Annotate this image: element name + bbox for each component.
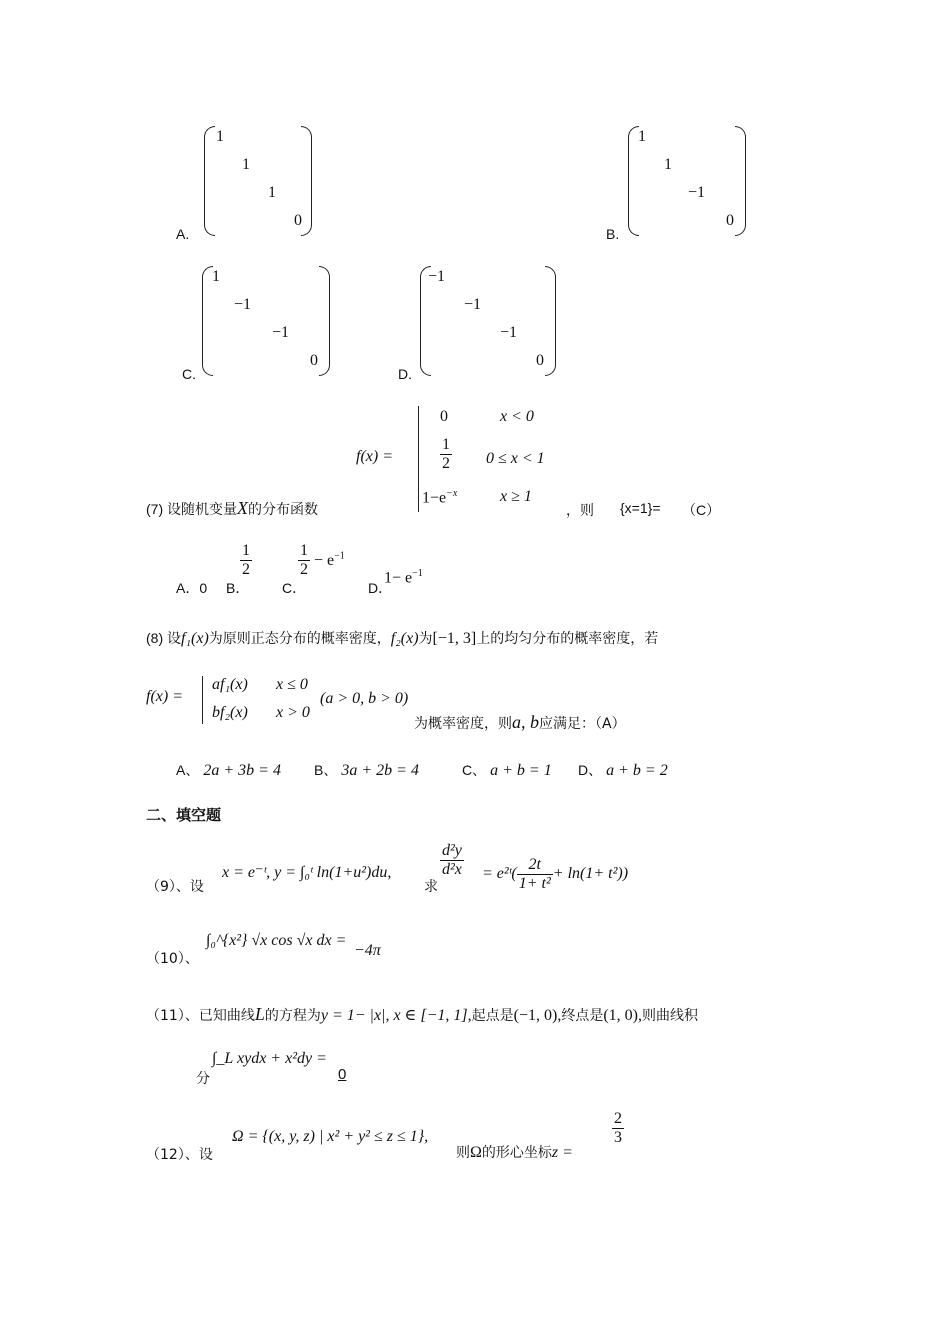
answer-fraction [612,1110,624,1147]
stem-text: 分 [196,1071,210,1087]
stem-text: 上的均匀分布的概率密度，若 [476,631,659,647]
piecewise-lhs: f(x) = [146,688,183,705]
question-number: （10）、 [146,951,199,967]
option-b-label: B. [606,226,620,242]
frac-den: 2 [242,561,250,578]
variables: a, b [512,712,539,732]
question-12-tail [456,1142,573,1162]
answer: 0 [338,1066,347,1083]
matrix-entry: −1 [234,296,252,313]
case-base: 1−e [422,489,447,507]
parametric-definition: x = e⁻ᵗ, y = ∫₀ᵗ ln(1+u²)du, [222,864,392,881]
option-label: D、 [578,762,603,778]
matrix-entry: 1 [216,128,224,145]
case-value: 0 [440,408,448,425]
stem-text: 为原则正态分布的概率密度， [208,631,391,647]
frac-den: 3 [614,1129,622,1146]
matrix-entry: −1 [688,184,706,201]
variable: z = [551,1144,573,1161]
exponent: −1 [412,568,423,579]
frac-num: d²y [442,842,462,859]
right-paren [735,126,746,236]
matrix-entry: 1 [242,156,250,173]
stem-text: 终点是 [561,1008,604,1024]
stem-text: 起点是 [471,1008,514,1024]
variable: X [237,498,248,518]
frac-num: 1 [242,542,250,559]
frac-num: 2t [528,856,541,873]
matrix-option-b [628,126,746,236]
right-paren [319,266,330,376]
stem-text: 的形心坐标 [481,1145,552,1161]
option-a: A．0 [176,580,208,596]
question-number: (7) 设随机变量 [146,501,237,517]
start-point: (−1, 0), [513,1007,562,1024]
question-number: （12）、设 [146,1147,213,1163]
stem-text: 则 [456,1145,470,1161]
option-c-label: C． [282,580,307,596]
stem-text: 的分布函数 [248,502,318,518]
option-expr: a + b = 1 [490,762,552,779]
frac-den: d²x [442,861,462,878]
frac-num: 1 [442,436,450,453]
expr-text: + ln(1+ t²)) [552,865,629,883]
stem-text: 求 [424,879,438,895]
option-b-label: B． [226,580,250,596]
option-expr: 3a + 2b = 4 [341,762,419,779]
stem-text: 为 [418,631,433,647]
option-label: C、 [462,762,487,778]
frac-den: 1+ t² [518,875,551,892]
matrix-entry: 0 [294,212,302,229]
option-a-label: A. [176,226,190,242]
option-a [176,760,281,780]
event-expression: {x=1}= [620,500,661,516]
answer: （C） [682,502,721,518]
matrix-option-d [420,266,556,376]
stem-text: ，则 [566,503,594,519]
matrix-entry: −1 [428,268,446,285]
matrix-entry: 1 [212,268,220,285]
question-7-stem [146,498,318,519]
right-paren [545,266,556,376]
region-symbol: Ω [470,1144,482,1161]
frac-den: 2 [300,561,308,578]
matrix-entry: −1 [272,324,290,341]
second-derivative [440,842,464,879]
parameter-condition: (a > 0, b > 0) [320,690,409,707]
option-c-expr [298,542,345,579]
option-d-label: D． [368,580,393,596]
matrix-option-a [204,126,312,236]
option-d [578,760,668,780]
question-8-stem [146,628,658,648]
matrix-entry: 0 [536,352,544,369]
matrix-entry: 0 [726,212,734,229]
question-number: （11）、已知曲线 [146,1008,255,1024]
expr-text: − e [314,552,335,570]
set-definition: Ω = {(x, y, z) | x² + y² ≤ z ≤ 1}, [232,1128,429,1145]
matrix-entry: 1 [268,184,276,201]
integral-expr: ∫₀^{x²} √x cos √x dx = [206,932,347,949]
case-condition: x > 0 [276,704,310,721]
frac-num: 1 [300,542,308,559]
case-condition: x ≤ 0 [276,676,308,693]
matrix-entry: 1 [638,128,646,145]
case-condition: 0 ≤ x < 1 [486,450,545,467]
option-d-label: D. [398,366,412,382]
right-paren [301,126,312,236]
result-expr [482,856,628,893]
matrix-option-c [202,266,330,376]
expr-text: 1− e [384,569,413,587]
interval: [−1, 3] [432,630,477,647]
curve-symbol: L [254,1004,265,1024]
left-paren [204,126,215,236]
case-fraction [440,436,452,473]
function-symbol: f₁(x) [181,630,209,647]
matrix-entry: 0 [310,352,318,369]
section-title: 二、填空题 [146,806,222,824]
stem-text: 的方程为 [264,1008,321,1024]
case-condition: x ≥ 1 [500,488,532,505]
end-point: (1, 0), [603,1007,642,1024]
stem-text: 为概率密度，则 [414,716,512,732]
question-number: (8) 设 [146,630,181,646]
matrix-entry: −1 [500,324,518,341]
curve-equation: y = 1− |x|, x ∈ [−1, 1], [320,1007,472,1024]
option-c-label: C. [182,366,196,382]
option-label: A、 [176,762,200,778]
option-b [314,760,419,780]
option-label: B、 [314,762,338,778]
case-value: af₁(x) [212,676,248,693]
case-condition: x < 0 [500,408,534,425]
piecewise-lhs: f(x) = [356,448,393,465]
stem-text: 则曲线积 [641,1008,698,1024]
option-d-expr [384,568,423,587]
frac-den: 2 [442,455,450,472]
case-value [422,488,457,507]
option-c [462,760,552,780]
frac-num: 2 [614,1110,622,1127]
case-exponent: −x [446,488,458,499]
expr-text: = e²ᵗ( [482,865,517,883]
matrix-entry: −1 [464,296,482,313]
matrix-entry: 1 [664,156,672,173]
option-expr: 2a + 3b = 4 [203,762,281,779]
exponent: −1 [334,550,345,562]
question-8-tail [414,712,626,733]
answer: −4π [354,942,381,959]
stem-text: 应满足：（A） [539,716,626,732]
option-expr: a + b = 2 [606,762,668,779]
line-integral-expr: ∫_L xydx + x²dy = [212,1050,327,1067]
question-11-stem [146,1004,698,1025]
option-b-fraction [240,542,252,579]
question-number: （9）、设 [146,879,204,895]
function-symbol: f₂(x) [390,630,419,647]
case-value: bf₂(x) [212,704,248,721]
